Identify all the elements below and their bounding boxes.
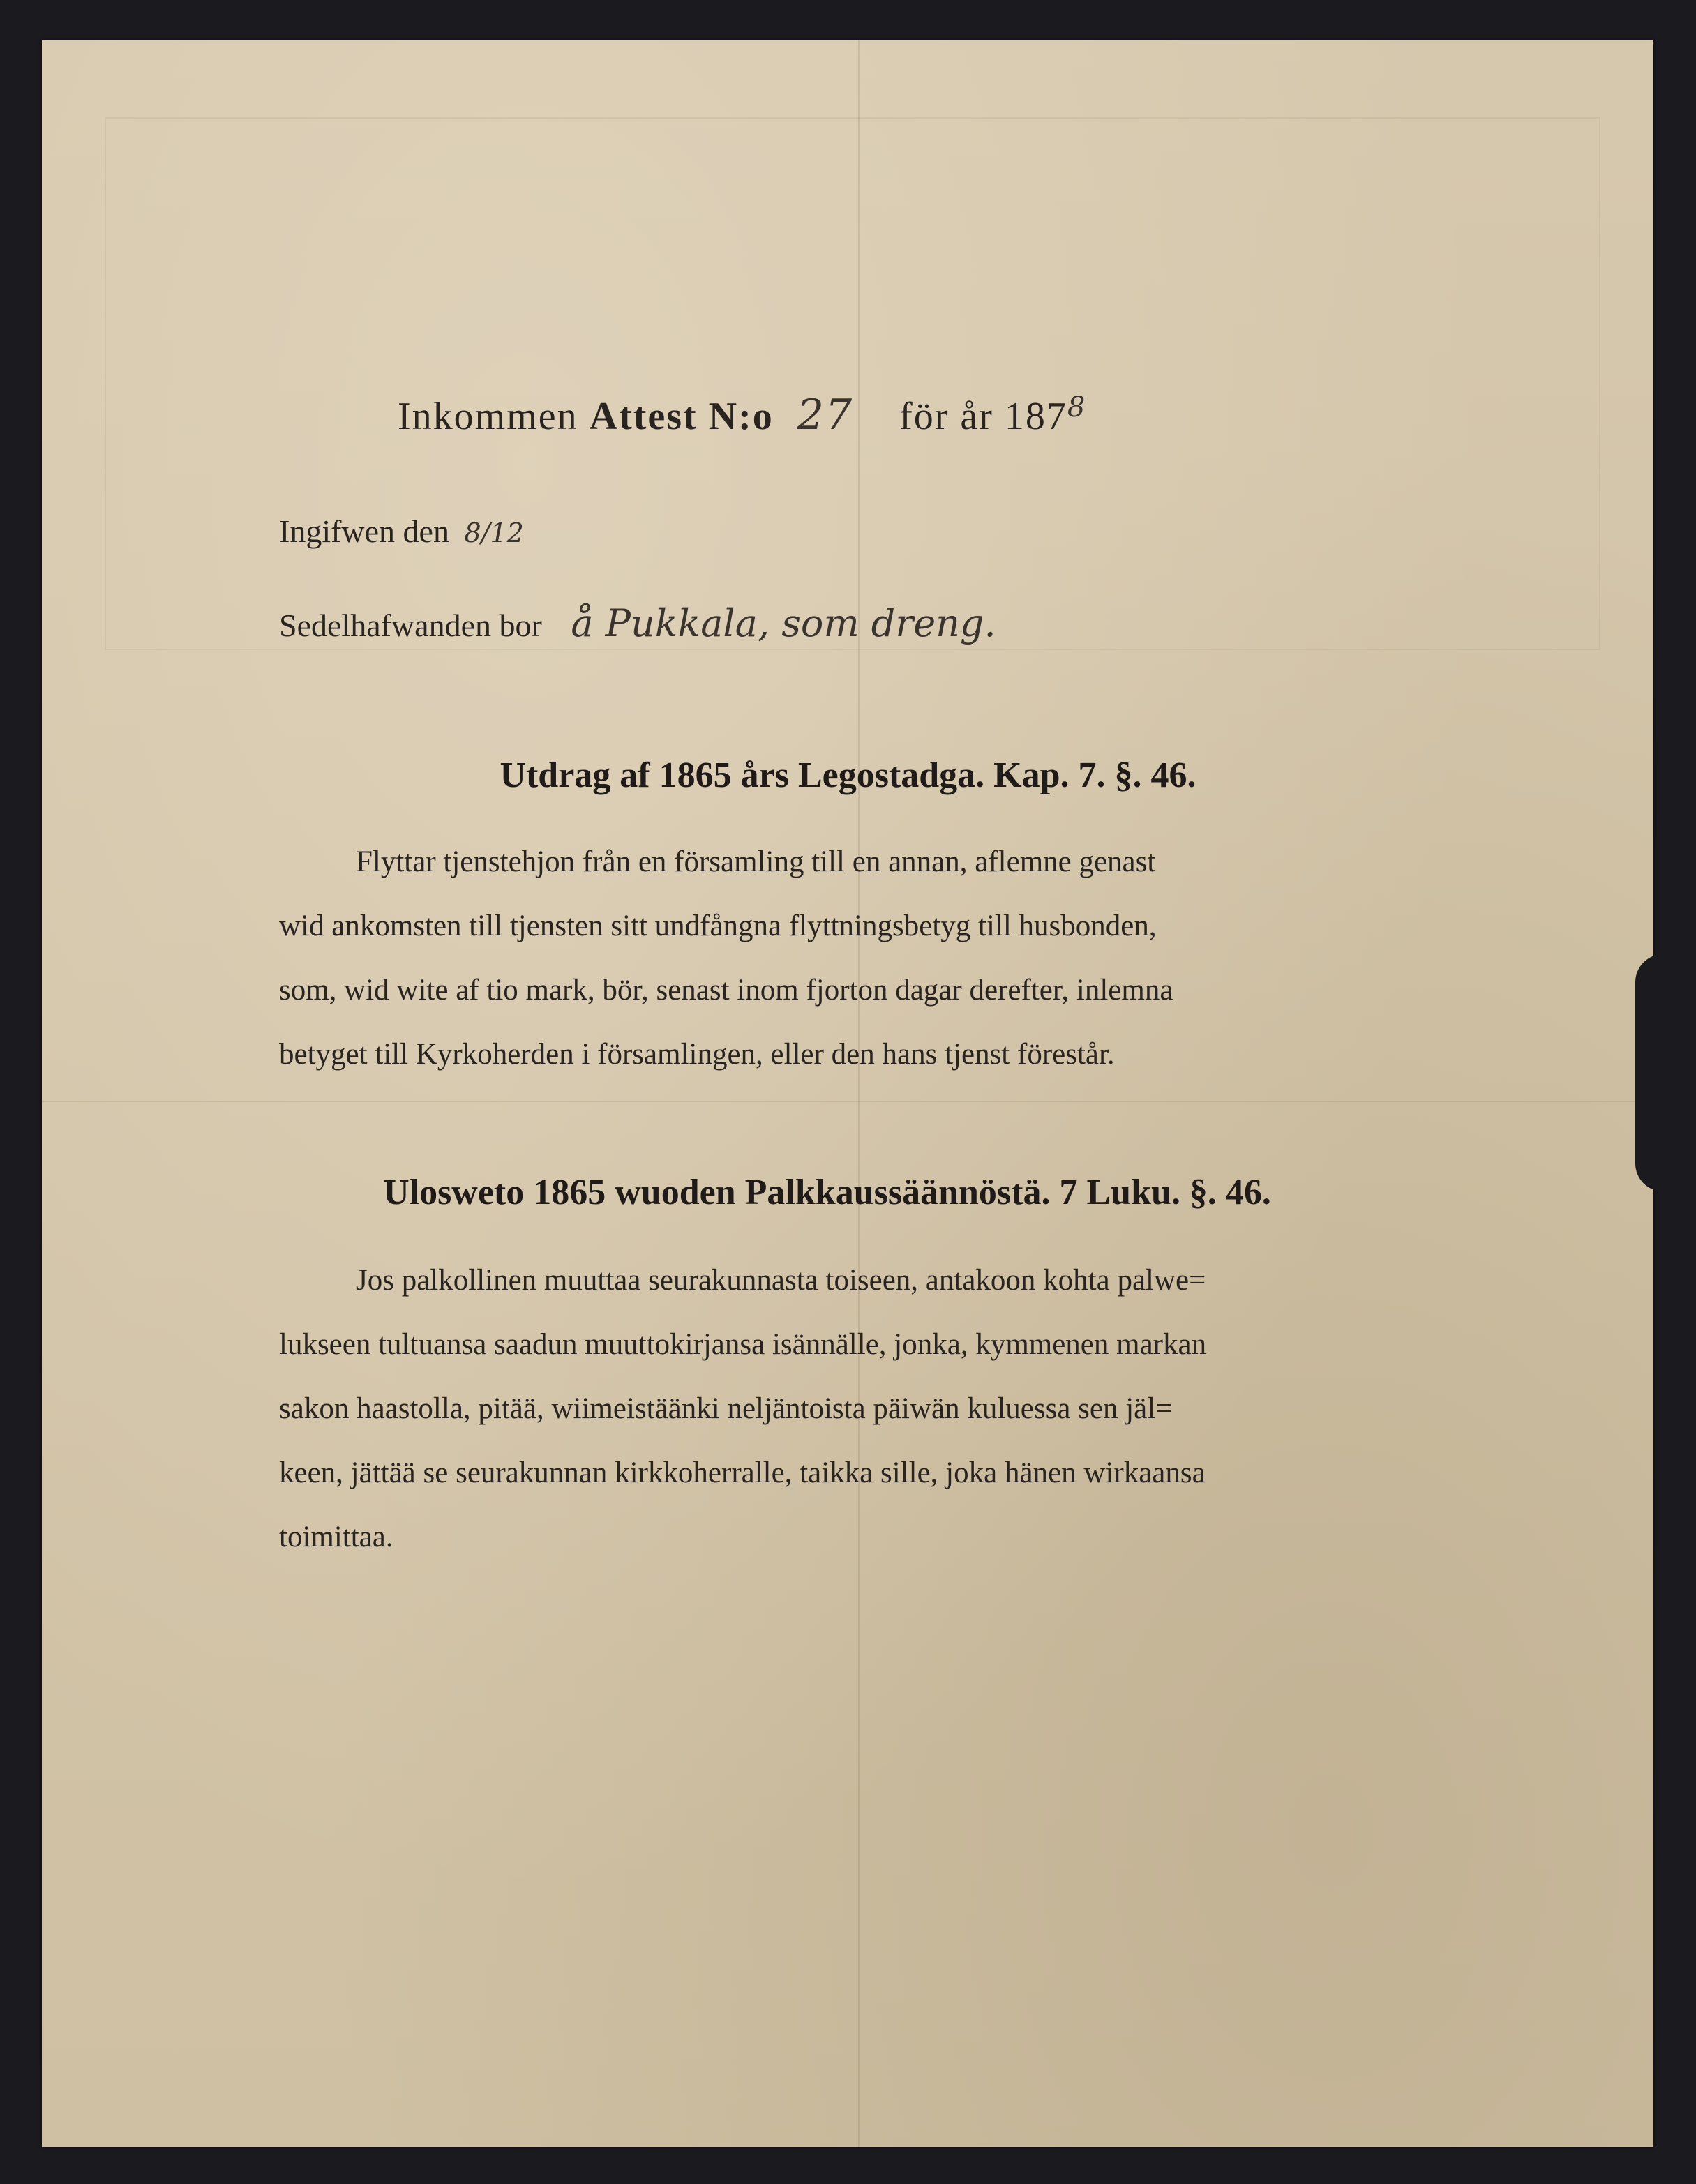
ingifwen-line: [279, 513, 524, 550]
attest-label: Attest N:o: [589, 395, 774, 438]
fold-line-vertical: [858, 40, 860, 2147]
attest-number: 27: [797, 391, 854, 439]
ingifwen-label: Ingifwen den: [279, 513, 449, 549]
swedish-line: betyget till Kyrkoherden i församlingen, eller den hans tjenst förestår.: [279, 1038, 1115, 1071]
document-paper: [42, 40, 1653, 2147]
year-label: för år 187: [899, 395, 1067, 438]
swedish-line: Flyttar tjenstehjon från en församling till en annan, aflemne genast: [356, 845, 1156, 878]
finnish-paragraph: [279, 1249, 1360, 1569]
bor-line: [279, 601, 996, 645]
fold-line-horizontal: [42, 1101, 1653, 1102]
finnish-line: sakon haastolla, pitää, wiimeistäänki neljäntoista päiwän kuluessa sen jäl=: [279, 1392, 1173, 1425]
swedish-paragraph: [279, 830, 1360, 1087]
year-digit: 8: [1067, 391, 1087, 423]
paper-tear: [1635, 954, 1663, 1191]
bor-value: å Pukkala, som dreng.: [571, 601, 996, 645]
finnish-line: Jos palkollinen muuttaa seurakunnasta toiseen, antakoon kohta palwe=: [356, 1264, 1206, 1297]
finnish-line: lukseen tultuansa saadun muuttokirjansa isännälle, jonka, kymmenen markan: [279, 1328, 1207, 1361]
swedish-line: som, wid wite af tio mark, bör, senast inom fjorton dagar derefter, inlemna: [279, 974, 1173, 1007]
swedish-section-title: Utdrag af 1865 års Legostadga. Kap. 7. §. 46.: [500, 755, 1196, 795]
finnish-line: keen, jättää se seurakunnan kirkkoherralle, taikka sille, joka hänen wirkaansa: [279, 1456, 1206, 1489]
bleed-through-stamp: [105, 117, 1600, 650]
ingifwen-value: 8/12: [464, 518, 524, 548]
heading-prefix: Inkommen: [398, 395, 578, 438]
finnish-line: toimittaa.: [279, 1521, 393, 1553]
bor-label: Sedelhafwanden bor: [279, 608, 542, 643]
attest-heading: [398, 391, 1086, 439]
swedish-line: wid ankomsten till tjensten sitt undfångna flyttningsbetyg till husbonden,: [279, 910, 1157, 942]
finnish-section-title: Ulosweto 1865 wuoden Palkkaussäännöstä. 7 Luku. §. 46.: [383, 1173, 1271, 1212]
